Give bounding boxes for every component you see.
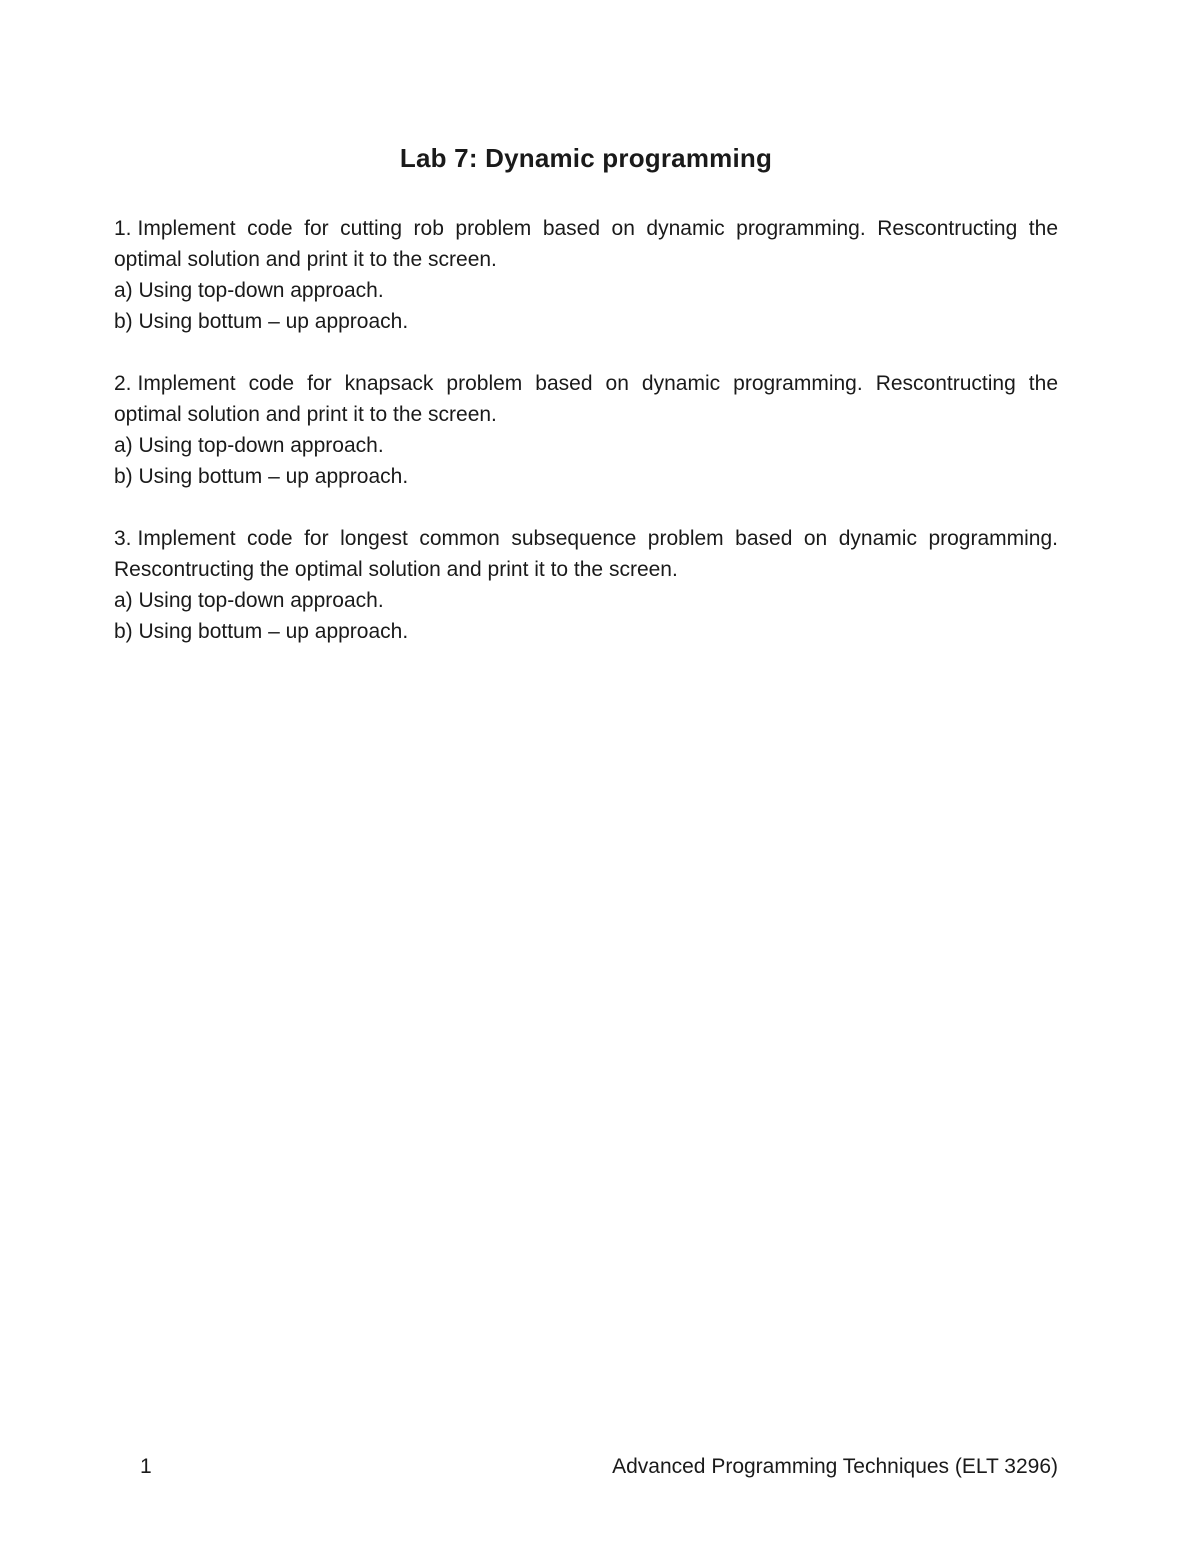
footer-page-number: 1 (140, 1455, 152, 1478)
footer-course-title: Advanced Programming Techniques (ELT 3296) (612, 1455, 1058, 1478)
question-2-number: 2. (114, 372, 132, 395)
question-1-sub-b: b) Using bottum – up approach. (114, 310, 409, 333)
question-3 (114, 523, 1058, 647)
question-1-sub-a: a) Using top-down approach. (114, 279, 384, 302)
question-1 (114, 213, 1058, 337)
question-3-sub-a: a) Using top-down approach. (114, 589, 384, 612)
question-2-sub-a: a) Using top-down approach. (114, 434, 384, 457)
question-2 (114, 368, 1058, 492)
question-list (114, 213, 1058, 678)
question-3-text: Implement code for longest common subsequence problem based on dynamic programming. Rescontructing the optimal solution and print it to the screen. (114, 527, 1058, 581)
question-2-sub-b: b) Using bottum – up approach. (114, 465, 409, 488)
question-2-text: Implement code for knapsack problem based on dynamic programming. Rescontructing the optimal solution and print it to the screen. (114, 372, 1058, 426)
page-title: Lab 7: Dynamic programming (399, 143, 773, 173)
question-1-text-block (114, 213, 1058, 275)
question-3-sub-b: b) Using bottum – up approach. (114, 620, 409, 643)
question-3-text-block (114, 523, 1058, 585)
question-1-number: 1. (114, 217, 132, 240)
question-2-text-block (114, 368, 1058, 430)
question-1-text: Implement code for cutting rob problem based on dynamic programming. Rescontructing the optimal solution and print it to the screen. (114, 217, 1058, 271)
question-3-number: 3. (114, 527, 132, 550)
